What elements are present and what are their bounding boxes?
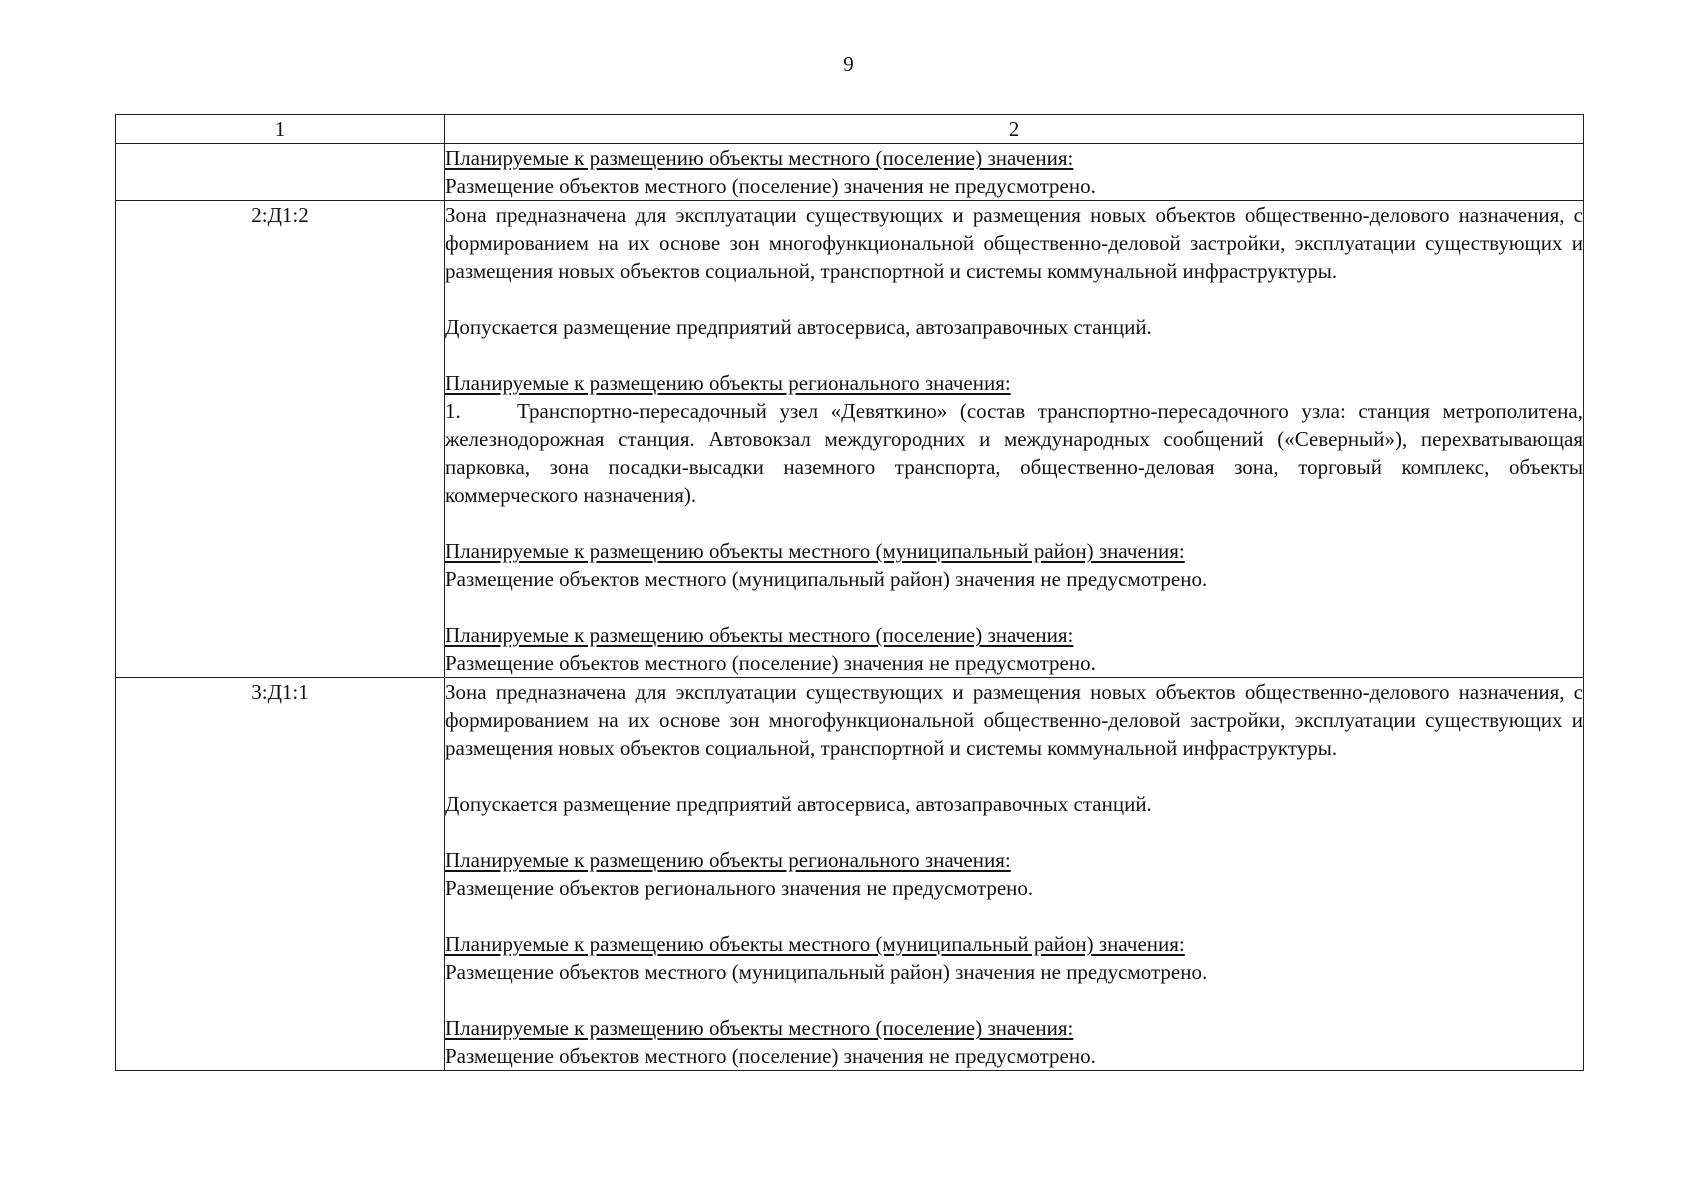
local-settlement-text: Размещение объектов местного (поселение) значения не предусмотрено. — [445, 174, 1096, 198]
list-item-number: 1. — [445, 399, 461, 423]
local-settlement-heading: Планируемые к размещению объекты местного (поселение) значения: — [445, 623, 1074, 647]
allowed-use-text: Допускается размещение предприятий автосервиса, автозаправочных станций. — [445, 792, 1152, 816]
paragraph-gap — [445, 762, 1583, 790]
zone-code-cell: 2:Д1:2 — [116, 201, 445, 678]
paragraph-gap — [445, 593, 1583, 621]
zone-description-cell — [445, 144, 1584, 201]
zone-code-cell — [116, 144, 445, 201]
zone-description-cell — [445, 678, 1584, 1071]
column-header-2: 2 — [445, 115, 1584, 144]
page-number: 9 — [843, 52, 854, 76]
regional-text: Размещение объектов регионального значения не предусмотрено. — [445, 876, 1034, 900]
paragraph-gap — [445, 341, 1583, 369]
local-district-text: Размещение объектов местного (муниципальный район) значения не предусмотрено. — [445, 567, 1208, 591]
local-settlement-heading: Планируемые к размещению объекты местного (поселение) значения: — [445, 1016, 1074, 1040]
paragraph-gap — [445, 285, 1583, 313]
table-row — [116, 201, 1584, 678]
column-header-1: 1 — [116, 115, 445, 144]
local-district-text: Размещение объектов местного (муниципальный район) значения не предусмотрено. — [445, 960, 1208, 984]
zone-purpose-text: Зона предназначена для эксплуатации существующих и размещения новых объектов общественно-делового назначения, с формированием на их основе зон многофункциональной общественно-деловой застройки, эксплуатации существующих и размещения новых объектов социальной, транспортной и системы коммунальной инфраструктуры. — [445, 203, 1583, 283]
zone-description-cell — [445, 201, 1584, 678]
paragraph-gap — [445, 509, 1583, 537]
zones-table — [115, 114, 1584, 1071]
zone-purpose-text: Зона предназначена для эксплуатации существующих и размещения новых объектов общественно-делового назначения, с формированием на их основе зон многофункциональной общественно-деловой застройки, эксплуатации существующих и размещения новых объектов социальной, транспортной и системы коммунальной инфраструктуры. — [445, 680, 1583, 760]
table-row — [116, 678, 1584, 1071]
paragraph-gap — [445, 986, 1583, 1014]
paragraph-gap — [445, 902, 1583, 930]
zone-code-cell: 3:Д1:1 — [116, 678, 445, 1071]
local-district-heading: Планируемые к размещению объекты местного (муниципальный район) значения: — [445, 539, 1185, 563]
local-district-heading: Планируемые к размещению объекты местного (муниципальный район) значения: — [445, 932, 1185, 956]
table-header-row — [116, 115, 1584, 144]
regional-heading: Планируемые к размещению объекты регионального значения: — [445, 848, 1011, 872]
regional-heading: Планируемые к размещению объекты регионального значения: — [445, 371, 1011, 395]
allowed-use-text: Допускается размещение предприятий автосервиса, автозаправочных станций. — [445, 315, 1152, 339]
local-settlement-heading: Планируемые к размещению объекты местного (поселение) значения: — [445, 146, 1074, 170]
regional-list-item — [445, 397, 1583, 509]
paragraph-gap — [445, 818, 1583, 846]
table-row — [116, 144, 1584, 201]
local-settlement-text: Размещение объектов местного (поселение) значения не предусмотрено. — [445, 1044, 1096, 1068]
list-item-text: Транспортно-пересадочный узел «Девяткино» (состав транспортно-пересадочного узла: станция метрополитена, железнодорожная станция. Автовокзал междугородних и международных сообщений («Северный»), перехватывающая парковка, зона посадки-высадки наземного транспорта, общественно-деловая зона, торговый комплекс, объекты коммерческого назначения). — [445, 399, 1583, 507]
local-settlement-text: Размещение объектов местного (поселение) значения не предусмотрено. — [445, 651, 1096, 675]
